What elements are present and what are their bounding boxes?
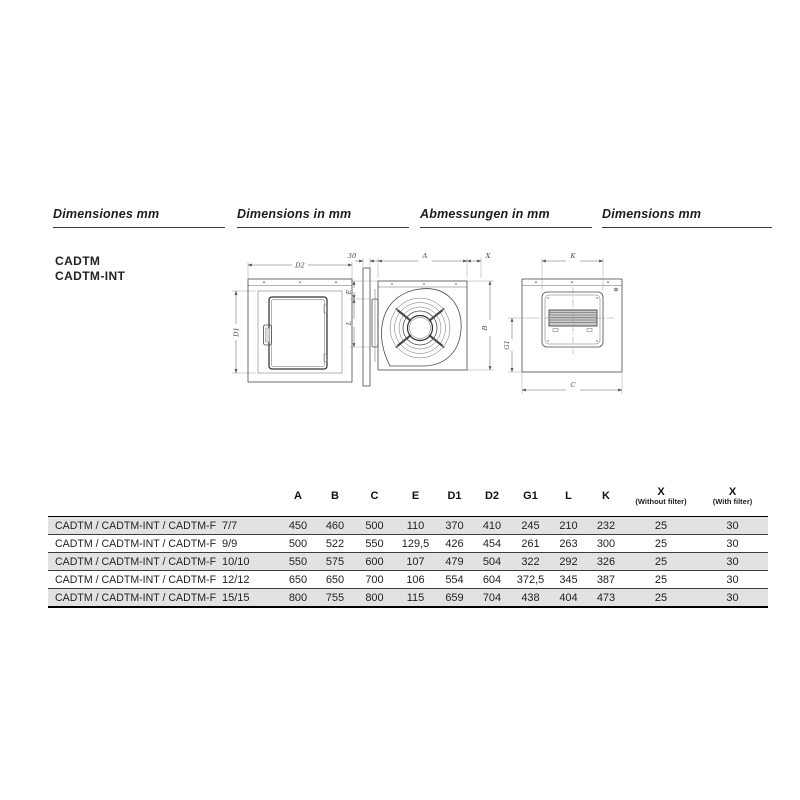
dim-label-d2: D2 xyxy=(295,261,305,270)
cell-d2: 604 xyxy=(482,573,502,586)
cell-l: 345 xyxy=(559,573,578,586)
cell-a: 500 xyxy=(288,537,308,550)
col-header-a: A xyxy=(294,490,302,502)
dim-label-30: 30 xyxy=(347,252,357,260)
col-header-x2-sub: (With filter) xyxy=(712,497,753,506)
cell-b: 755 xyxy=(325,591,345,604)
col-header-e: E xyxy=(411,490,420,502)
dim-label-c: C xyxy=(570,381,576,389)
cell-b: 460 xyxy=(325,519,345,532)
cell-c: 600 xyxy=(365,555,384,568)
cell-l: 210 xyxy=(559,519,578,532)
col-header-x-with-filter xyxy=(697,486,768,507)
drawing-rear-view xyxy=(503,252,622,394)
cell-x1: 25 xyxy=(654,573,668,586)
cell-c: 550 xyxy=(365,537,384,550)
cell-d2: 504 xyxy=(482,555,502,568)
cell-l: 292 xyxy=(559,555,578,568)
col-header-l: L xyxy=(565,490,572,502)
cell-model: CADTM / CADTM-INT / CADTM-F xyxy=(55,519,217,532)
cell-x2: 30 xyxy=(726,537,739,550)
cell-a: 650 xyxy=(288,573,308,586)
model-name-block xyxy=(55,254,125,284)
cell-e: 115 xyxy=(406,591,425,604)
col-header-b: B xyxy=(331,490,339,502)
cell-d1: 659 xyxy=(445,591,464,604)
cell-k: 387 xyxy=(596,573,616,586)
dim-label-d1: D1 xyxy=(232,327,241,337)
dim-label-x: X xyxy=(485,252,491,260)
cell-model: CADTM / CADTM-INT / CADTM-F xyxy=(55,573,217,586)
drawing-front-view xyxy=(232,262,352,383)
col-header-x1-label: X xyxy=(657,486,665,498)
col-header-d1: D1 xyxy=(447,490,462,502)
cell-x1: 25 xyxy=(654,519,668,532)
dimensions-table xyxy=(48,486,768,608)
cell-g1: 322 xyxy=(521,555,540,568)
cell-size: 10/10 xyxy=(222,555,250,568)
cell-e: 107 xyxy=(406,555,425,568)
col-header-g1: G1 xyxy=(523,490,538,502)
col-header-d2: D2 xyxy=(484,490,500,502)
technical-drawings xyxy=(222,242,662,402)
cell-x2: 30 xyxy=(726,555,739,568)
cell-d1: 479 xyxy=(445,555,464,568)
access-door xyxy=(269,297,327,369)
cell-e: 129,5 xyxy=(401,537,430,550)
cell-g1: 438 xyxy=(521,591,540,604)
dim-label-k: K xyxy=(570,252,576,260)
table-row xyxy=(48,552,768,570)
table-header-row xyxy=(48,486,768,516)
panel-edge xyxy=(363,268,370,386)
cell-c: 700 xyxy=(365,573,384,586)
header-abmessungen-de: Abmessungen in mm xyxy=(420,207,592,228)
col-header-x-without-filter xyxy=(625,486,697,507)
fan-volute xyxy=(381,289,461,366)
col-header-size xyxy=(220,486,280,490)
cell-size: 7/7 xyxy=(222,519,238,532)
cell-k: 473 xyxy=(596,591,616,604)
header-dimensions-en: Dimensions in mm xyxy=(237,207,409,228)
cell-d2: 454 xyxy=(482,537,502,550)
col-header-model xyxy=(48,486,220,490)
table-row xyxy=(48,534,768,552)
cell-model: CADTM / CADTM-INT / CADTM-F xyxy=(55,555,217,568)
cell-x1: 25 xyxy=(654,555,668,568)
table-row xyxy=(48,570,768,588)
cell-k: 326 xyxy=(596,555,616,568)
cell-a: 800 xyxy=(288,591,308,604)
dim-label-e: E xyxy=(345,289,353,295)
cell-x1: 25 xyxy=(654,591,668,604)
col-header-k: K xyxy=(602,490,610,502)
col-header-x2-label: X xyxy=(728,486,737,498)
cell-b: 522 xyxy=(325,537,345,550)
cell-k: 300 xyxy=(596,537,616,550)
cell-d2: 410 xyxy=(482,519,502,532)
cell-g1: 261 xyxy=(521,537,540,550)
inlet-hub xyxy=(408,316,433,341)
cell-d1: 370 xyxy=(445,519,464,532)
cell-g1: 372,5 xyxy=(516,573,545,586)
table-row xyxy=(48,517,768,534)
cell-x2: 30 xyxy=(726,519,739,532)
cell-k: 232 xyxy=(596,519,616,532)
table-row xyxy=(48,588,768,606)
cell-size: 15/15 xyxy=(222,591,250,604)
cell-l: 404 xyxy=(559,591,578,604)
cell-b: 575 xyxy=(325,555,345,568)
cell-a: 450 xyxy=(288,519,308,532)
table-body xyxy=(48,516,768,608)
cell-b: 650 xyxy=(325,573,345,586)
dim-label-b: B xyxy=(481,325,489,331)
cell-size: 12/12 xyxy=(222,573,250,586)
cell-l: 263 xyxy=(559,537,578,550)
drawing-side-view xyxy=(345,252,494,386)
col-header-x1-sub: (Without filter) xyxy=(635,497,687,506)
cell-e: 106 xyxy=(406,573,425,586)
cell-x1: 25 xyxy=(654,537,668,550)
header-dimensions-fr: Dimensions mm xyxy=(602,207,772,228)
col-header-c: C xyxy=(370,490,379,502)
cell-x2: 30 xyxy=(726,591,739,604)
cell-g1: 245 xyxy=(521,519,540,532)
cell-c: 500 xyxy=(365,519,384,532)
cell-e: 110 xyxy=(406,519,425,532)
cell-size: 9/9 xyxy=(222,537,238,550)
dim-label-a: A xyxy=(422,252,428,260)
cell-model: CADTM / CADTM-INT / CADTM-F xyxy=(55,537,217,550)
cell-d1: 426 xyxy=(445,537,464,550)
model-name-cadtm: CADTM xyxy=(55,254,101,268)
cell-d2: 704 xyxy=(482,591,502,604)
dim-label-g1: G1 xyxy=(503,340,511,350)
cell-d1: 554 xyxy=(445,573,464,586)
cell-a: 550 xyxy=(288,555,308,568)
header-dimensiones-es: Dimensiones mm xyxy=(53,207,225,228)
dim-label-l: L xyxy=(345,320,353,326)
cell-model: CADTM / CADTM-INT / CADTM-F xyxy=(55,591,217,604)
model-name-cadtm-int: CADTM-INT xyxy=(55,269,126,283)
cell-x2: 30 xyxy=(726,573,739,586)
cell-c: 800 xyxy=(365,591,384,604)
